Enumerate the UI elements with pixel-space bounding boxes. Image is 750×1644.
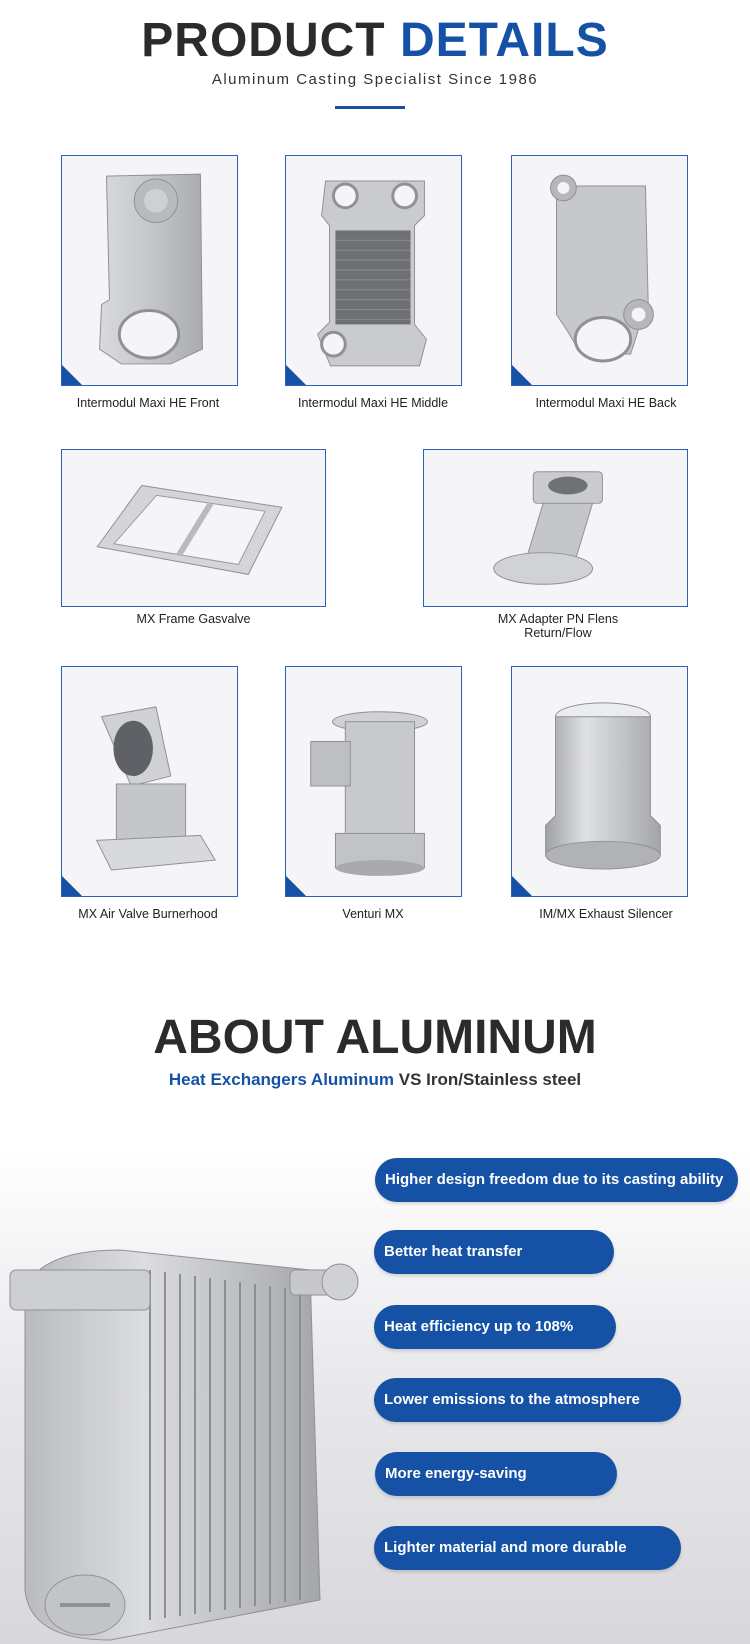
- about-subtitle-rest: VS Iron/Stainless steel: [398, 1070, 582, 1089]
- burnerhood-casting-image: [62, 667, 237, 896]
- casting-plate-front-image: [62, 156, 237, 385]
- product-caption: IM/MX Exhaust Silencer: [539, 907, 673, 921]
- caption-line-2: Return/Flow: [524, 626, 592, 640]
- product-card-maxi-back[interactable]: [511, 155, 688, 386]
- card-corner-mark: [512, 876, 532, 896]
- frame-casting-image: [62, 450, 325, 606]
- product-card-frame-gasvalve[interactable]: [61, 449, 326, 607]
- benefit-pill: Lighter material and more durable: [374, 1526, 681, 1570]
- benefit-pill: Lower emissions to the atmosphere: [374, 1378, 681, 1422]
- product-caption: MX Air Valve Burnerhood: [78, 907, 218, 921]
- card-corner-mark: [512, 365, 532, 385]
- benefit-pill: Better heat transfer: [374, 1230, 614, 1274]
- silencer-casting-image: [512, 667, 687, 896]
- benefit-pill: Higher design freedom due to its casting ability: [375, 1158, 738, 1202]
- product-card-adapter-flens[interactable]: [423, 449, 688, 607]
- about-subtitle: [0, 1070, 750, 1090]
- card-corner-mark: [62, 876, 82, 896]
- benefit-pill: More energy-saving: [375, 1452, 617, 1496]
- page-subtitle: Aluminum Casting Specialist Since 1986: [211, 71, 539, 88]
- product-card-air-valve[interactable]: [61, 666, 238, 897]
- benefit-pill: Heat efficiency up to 108%: [374, 1305, 616, 1349]
- heat-exchanger-image: [0, 1230, 370, 1644]
- product-caption: Intermodul Maxi HE Middle: [297, 396, 449, 410]
- product-caption: Venturi MX: [342, 907, 404, 921]
- card-corner-mark: [286, 365, 306, 385]
- product-card-maxi-middle[interactable]: [285, 155, 462, 386]
- about-title: ABOUT ALUMINUM: [153, 1011, 597, 1064]
- product-caption: [458, 612, 658, 640]
- product-card-exhaust-silencer[interactable]: [511, 666, 688, 897]
- product-caption: Intermodul Maxi HE Back: [535, 396, 677, 410]
- product-caption: Intermodul Maxi HE Front: [76, 396, 220, 410]
- caption-line-1: MX Adapter PN Flens: [497, 612, 619, 626]
- casting-plate-middle-image: [286, 156, 461, 385]
- card-corner-mark: [286, 876, 306, 896]
- venturi-casting-image: [286, 667, 461, 896]
- about-subtitle-blue: Heat Exchangers Aluminum: [168, 1070, 395, 1089]
- title-main: PRODUCT: [141, 14, 386, 67]
- product-caption: MX Frame Gasvalve: [136, 612, 251, 626]
- casting-plate-back-image: [512, 156, 687, 385]
- product-card-venturi[interactable]: [285, 666, 462, 897]
- page-title: [0, 12, 750, 70]
- title-divider: [335, 106, 405, 109]
- title-accent: DETAILS: [399, 14, 609, 67]
- adapter-casting-image: [424, 450, 687, 606]
- product-card-maxi-front[interactable]: [61, 155, 238, 386]
- card-corner-mark: [62, 365, 82, 385]
